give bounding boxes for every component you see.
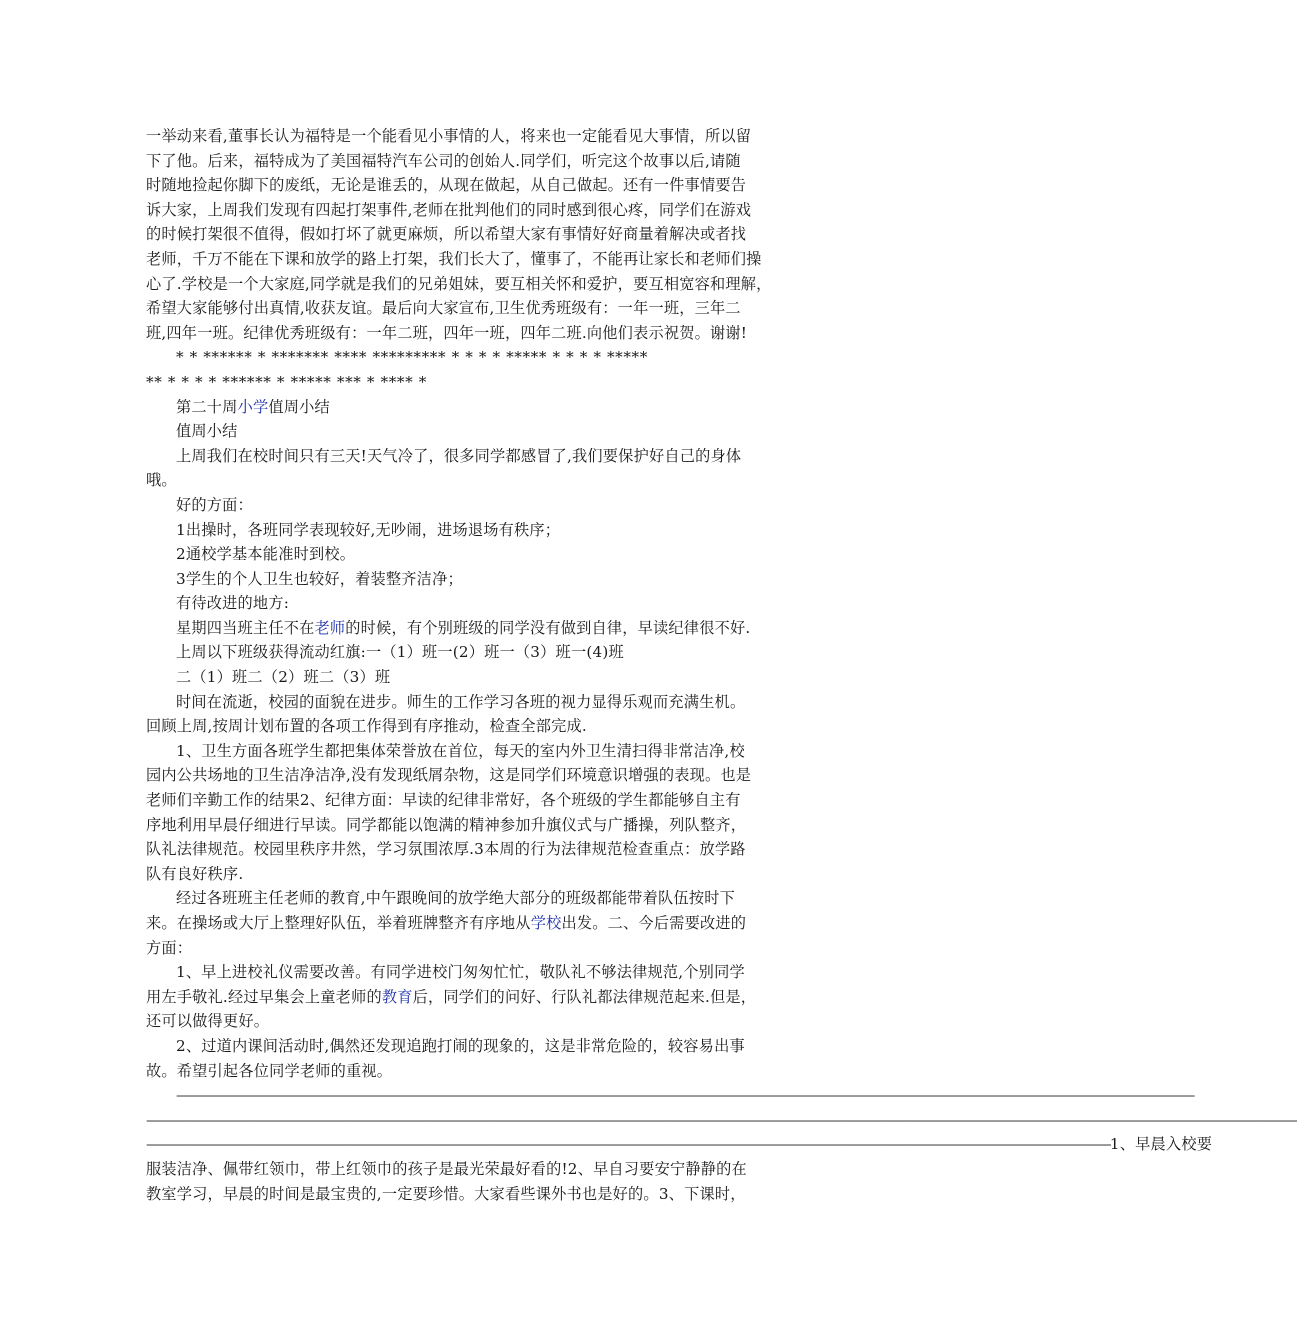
line-text: 第二十周: [176, 397, 238, 416]
line-text: 老师，千万不能在下课和放学的路上打架，我们长大了，懂事了，不能再让家长和老师们操: [146, 249, 762, 268]
line-text: 希望大家能够付出真情,收获友谊。最后向大家宣布,卫生优秀班级有：一年一班，三年二: [146, 299, 741, 318]
line-text: 2通校学基本能准时到校。: [176, 545, 356, 564]
text-line: [146, 1182, 811, 1207]
line-text: 来。在操场或大厅上整理好队伍，举着班牌整齐有序地从: [146, 914, 531, 932]
text-line: [146, 1034, 811, 1059]
text-line: [146, 173, 811, 198]
line-text: 下了他。后来，福特成为了美国福特汽车公司的创始人.同学们，听完这个故事以后,请随: [146, 151, 741, 170]
line-text: 的时候，有个别班级的同学没有做到自律，早读纪律很不好.: [345, 618, 751, 637]
line-text: 星期四当班主任不在: [176, 618, 315, 637]
text-line: [146, 149, 811, 174]
text-line: [146, 468, 811, 493]
line-text: 时随地捡起你脚下的废纸，无论是谁丢的，从现在做起，从自己做起。还有一件事情要告: [146, 176, 747, 195]
line-text: 值周小结: [268, 397, 330, 416]
text-line: [146, 567, 811, 592]
line-text: 用左手敬礼.经过早集会上童老师的: [146, 987, 382, 1006]
line-text: 出发。二、今后需要改进的: [561, 914, 747, 932]
line-text: 队有良好秩序.: [146, 864, 244, 883]
text-line: [146, 1009, 811, 1034]
line-text: 班,四年一班。纪律优秀班级有：一年二班，四年一班，四年二班.向他们表示祝贺。谢谢!: [146, 323, 748, 342]
line-text: 还可以做得更好。: [146, 1012, 270, 1031]
line-text: 园内公共场地的卫生洁净洁净,没有发现纸屑杂物，这是同学们环境意识增强的表现。也是: [146, 766, 752, 785]
text-line: [146, 936, 811, 961]
star-separator: ** * * * * ****** * ***** *** * **** *: [146, 372, 427, 391]
line-text: 队礼法律规范。校园里秩序井然，学习氛围浓厚.3本周的行为法律规范检查重点：放学路: [146, 840, 746, 859]
line-text: 有待改进的地方:: [176, 594, 290, 613]
line-text: 上周我们在校时间只有三天!天气冷了，很多同学都感冒了,我们要保护好自己的身体: [176, 446, 742, 465]
text-line: [146, 1108, 1297, 1133]
line-text: 2、过道内课间活动时,偶然还发现追跑打闹的现象的，这是非常危险的，较容易出事: [176, 1036, 745, 1055]
inline-link[interactable]: 小学: [237, 397, 269, 416]
text-line: [146, 247, 811, 272]
line-text: 老师们辛勤工作的结果2、纪律方面：早读的纪律非常好，各个班级的学生都能够自主有: [146, 791, 741, 810]
line-text: 的时候打架很不值得，假如打坏了就更麻烦，所以希望大家有事情好好商量着解决或者找: [146, 225, 747, 244]
line-text: 二（1）班二（2）班二（3）班: [176, 668, 391, 687]
text-line: [146, 1132, 1213, 1157]
text-line: [146, 591, 811, 616]
text-line: [146, 1083, 1194, 1108]
separator-dashes: ——————————————————————————————————————————————————————————————————————————————————————: [146, 1110, 1297, 1129]
text-line: [146, 444, 811, 469]
text-line: [146, 518, 811, 543]
line-text: 一举动来看,董事长认为福特是一个能看见小事情的人，将来也一定能看见大事情，所以留: [146, 127, 752, 145]
line-text: 服装洁净、佩带红领巾，带上红领巾的孩子是最光荣最好看的!2、早自习要安宁静静的在: [146, 1159, 747, 1178]
separator-dashes: ————————————————————————————————————————————————————————————————————————————: [176, 1086, 1194, 1105]
text-line: [146, 321, 811, 346]
document-body: [146, 124, 1297, 1206]
text-line: [146, 739, 811, 764]
text-line: [146, 813, 811, 838]
line-text: 1、早晨入校要: [1109, 1135, 1213, 1154]
inline-link[interactable]: 教育: [381, 987, 413, 1006]
text-line: [146, 1157, 811, 1182]
line-text: 诉大家，上周我们发现有四起打架事件,老师在批判他们的同时感到很心疼，同学们在游戏: [146, 200, 752, 219]
line-text: 值周小结: [176, 422, 238, 441]
line-text: 哦。: [146, 471, 177, 490]
text-line: [146, 542, 811, 567]
text-line: [146, 222, 811, 247]
text-line: [146, 911, 811, 936]
text-line: [146, 714, 811, 739]
line-text: 3学生的个人卫生也较好，着装整齐洁净；: [176, 569, 463, 588]
text-line: [146, 886, 811, 911]
line-text: 好的方面：: [176, 495, 253, 514]
text-line: [146, 862, 811, 887]
line-text: 序地利用早晨仔细进行早读。同学都能以饱满的精神参加升旗仪式与广播操，列队整齐，: [146, 815, 747, 834]
line-text: 回顾上周,按周计划布置的各项工作得到有序推动，检查全部完成.: [146, 717, 587, 736]
text-line: [146, 419, 811, 444]
line-text: 经过各班班主任老师的教育,中午跟晚间的放学绝大部分的班级都能带着队伍按时下: [176, 889, 735, 908]
line-text: 上周以下班级获得流动红旗:一（1）班一(2）班一（3）班一(4)班: [176, 643, 624, 662]
text-line: [146, 763, 811, 788]
star-separator: * * ****** * ******* **** ********* * * * * ***** * * * * *****: [176, 348, 648, 367]
separator-dashes: ————————————————————————————————————————————————————————————————————————: [146, 1135, 1110, 1154]
text-line: [146, 960, 811, 985]
text-line: [146, 665, 811, 690]
line-text: 1出操时，各班同学表现较好,无吵闹，进场退场有秩序；: [176, 520, 561, 539]
text-line: [146, 493, 811, 518]
text-line: [146, 1059, 811, 1084]
text-line: [146, 345, 811, 370]
text-line: [146, 198, 811, 223]
line-text: 故。希望引起各位同学老师的重视。: [146, 1061, 393, 1080]
text-line: [146, 395, 811, 420]
text-line: [146, 837, 811, 862]
text-line: [146, 690, 811, 715]
line-text: 心了.学校是一个大家庭,同学就是我们的兄弟姐妹，要互相关怀和爱护，要互相宽容和理解，: [146, 274, 772, 293]
text-line: [146, 788, 811, 813]
text-line: [146, 296, 811, 321]
line-text: 时间在流逝，校园的面貌在进步。师生的工作学习各班的视力显得乐观而充满生机。: [176, 692, 746, 711]
text-line: [146, 985, 811, 1010]
text-line: [146, 124, 811, 149]
line-text: 教室学习，早晨的时间是最宝贵的,一定要珍惜。大家看些课外书也是好的。3、下课时，: [146, 1184, 746, 1203]
text-line: [146, 370, 811, 395]
inline-link[interactable]: 老师: [314, 618, 346, 637]
text-line: [146, 616, 811, 641]
line-text: 1、早上进校礼仪需要改善。有同学进校门匆匆忙忙，敬队礼不够法律规范,个别同学: [176, 963, 745, 982]
inline-link[interactable]: 学校: [530, 914, 562, 932]
line-text: 方面：: [146, 938, 193, 957]
text-line: [146, 640, 811, 665]
text-line: [146, 272, 811, 297]
line-text: 1、卫生方面各班学生都把集体荣誉放在首位，每天的室内外卫生清扫得非常洁净,校: [176, 741, 745, 760]
line-text: 后，同学们的问好、行队礼都法律规范起来.但是，: [412, 987, 757, 1006]
